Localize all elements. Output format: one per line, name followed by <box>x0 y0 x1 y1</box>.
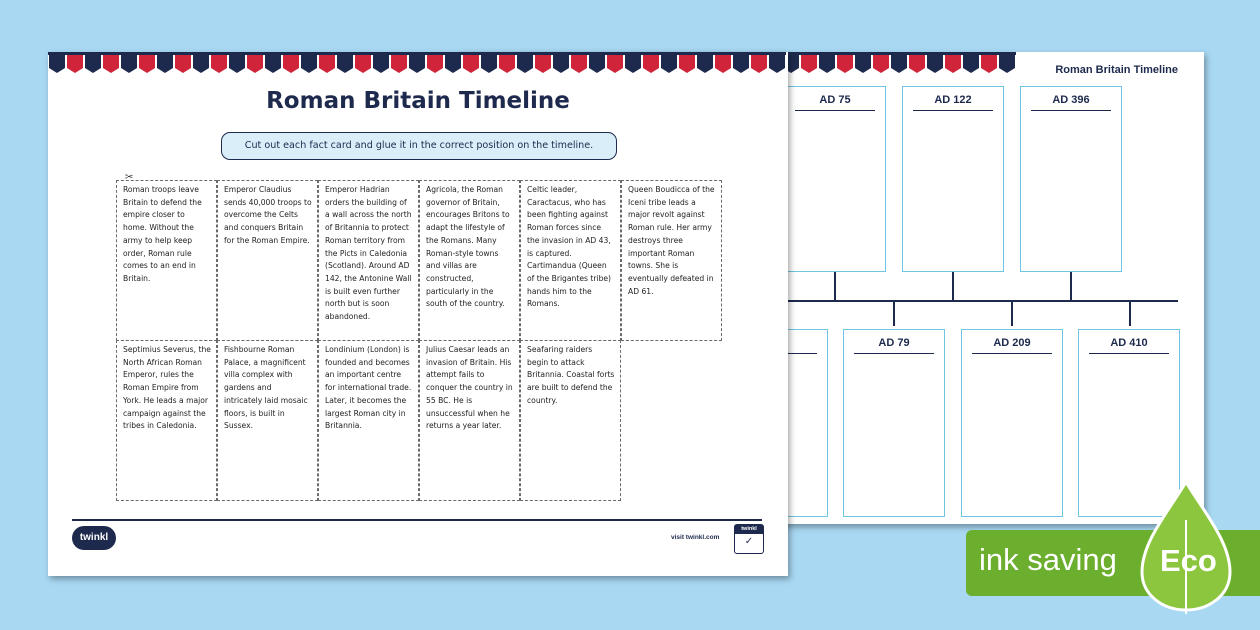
bunting-flag <box>570 52 588 74</box>
bunting-flag <box>390 52 408 74</box>
badge-label: twinkl <box>735 525 763 534</box>
bunting-flag <box>48 52 66 74</box>
bunting-flag <box>156 52 174 74</box>
fact-card[interactable]: Fishbourne Roman Palace, a magnificent villa complex with gardens and intricately laid mosaic floors, is built in Sussex. <box>217 340 318 501</box>
fact-card[interactable]: Julius Caesar leads an invasion of Britain. His attempt fails to conquer the country in 55 BC. He is unsuccessful when he returns a year later. <box>419 340 520 501</box>
timeline-tick <box>1129 300 1131 326</box>
bunting-flag <box>944 52 962 74</box>
fact-card[interactable]: Roman troops leave Britain to defend the empire closer to home. Without the army to help keep order, Roman rule comes to an end in Britain. <box>116 180 217 341</box>
bunting-flag <box>696 52 714 74</box>
page-title: Roman Britain Timeline <box>266 88 570 114</box>
fact-card[interactable]: Seafaring raiders begin to attack Britannia. Coastal forts are built to defend the country. <box>520 340 621 501</box>
bunting-flag <box>498 52 516 74</box>
fact-card[interactable]: Queen Boudicca of the Iceni tribe leads a major revolt against Roman rule. Her army destroys three important Roman towns. She is eventually defeated in AD 61. <box>621 180 722 341</box>
timeline-tick <box>1070 272 1072 300</box>
bunting-flag <box>998 52 1016 74</box>
bunting-flag <box>534 52 552 74</box>
bunting-flag <box>642 52 660 74</box>
bunting-flag <box>318 52 336 74</box>
quality-badge-icon <box>734 524 764 554</box>
bunting-flag <box>264 52 282 74</box>
bunting-flag <box>228 52 246 74</box>
instruction-banner: Cut out each fact card and glue it in the correct position on the timeline. <box>221 132 617 160</box>
eco-label: Eco <box>1160 543 1217 578</box>
footer-divider <box>72 519 762 521</box>
bunting-flag <box>660 52 678 74</box>
timeline-sheet-title: Roman Britain Timeline <box>1055 64 1178 76</box>
timeline-date: AD 75 <box>795 94 875 111</box>
ink-saving-label: ink saving <box>979 542 1117 577</box>
bunting-flag <box>336 52 354 74</box>
bunting-flag <box>282 52 300 74</box>
fact-card[interactable]: Agricola, the Roman governor of Britain, encourages Britons to adapt the lifestyle of the Romans. Many Roman-style towns and villas are constructed, particularly in the south of the country. <box>419 180 520 341</box>
timeline-tick <box>1011 300 1013 326</box>
bunting-flag <box>210 52 228 74</box>
fact-card-grid <box>116 180 722 501</box>
fact-card[interactable]: Emperor Claudius sends 40,000 troops to overcome the Celts and conquers Britain for the Roman Empire. <box>217 180 318 341</box>
bunting-flag <box>908 52 926 74</box>
bunting-flag <box>800 52 818 74</box>
bunting-flag <box>854 52 872 74</box>
twinkl-logo: twinkl <box>72 526 116 550</box>
bunting-flag <box>444 52 462 74</box>
bunting-flag <box>408 52 426 74</box>
timeline-card-bottom-2 <box>843 329 945 517</box>
checkmark-icon: ✓ <box>744 536 754 547</box>
timeline-date: AD 122 <box>913 94 993 111</box>
bunting-flag <box>354 52 372 74</box>
bunting-flag <box>426 52 444 74</box>
bunting-flag <box>818 52 836 74</box>
fact-cards-sheet <box>48 52 788 576</box>
bunting-flag <box>174 52 192 74</box>
bunting-flag <box>606 52 624 74</box>
bunting-flag <box>138 52 156 74</box>
bunting-flag <box>890 52 908 74</box>
timeline-tick <box>952 272 954 300</box>
bunting-flag <box>102 52 120 74</box>
fact-card[interactable]: Celtic leader, Caractacus, who has been fighting against Roman forces since the invasion in AD 43, is captured. Cartimandua (Queen of the Brigantes tribe) hands him to the Romans. <box>520 180 621 341</box>
bunting-flag <box>246 52 264 74</box>
bunting-flag <box>714 52 732 74</box>
bunting-flag <box>300 52 318 74</box>
bunting-flag <box>624 52 642 74</box>
bunting-flag <box>372 52 390 74</box>
timeline-tick <box>834 272 836 300</box>
bunting-flag <box>552 52 570 74</box>
timeline-card-bottom-3 <box>961 329 1063 517</box>
fact-card[interactable]: Londinium (London) is founded and becomes an important centre for international trade. Later, it becomes the largest Roman city in Britannia. <box>318 340 419 501</box>
bunting-flag <box>480 52 498 74</box>
bunting-flag <box>768 52 786 74</box>
timeline-date: AD 396 <box>1031 94 1111 111</box>
timeline-axis <box>788 300 1178 302</box>
bunting-flag <box>872 52 890 74</box>
bunting-flag <box>980 52 998 74</box>
visit-link[interactable]: visit twinkl.com <box>671 534 720 541</box>
bunting-flag <box>66 52 84 74</box>
timeline-tick <box>893 300 895 326</box>
bunting-flag <box>732 52 750 74</box>
bunting-decoration <box>48 52 788 74</box>
bunting-flag <box>836 52 854 74</box>
fact-card[interactable]: Emperor Hadrian orders the building of a wall across the north of Britannia to protect Roman territory from the Picts in Caledonia (Scotland). Around AD 142, the Antonine Wall is built even further north but is soon abandoned. <box>318 180 419 341</box>
bunting-flag <box>926 52 944 74</box>
timeline-date: AD 209 <box>972 337 1052 354</box>
timeline-card-top-2 <box>902 86 1004 272</box>
bunting-flag <box>84 52 102 74</box>
timeline-date: AD 410 <box>1089 337 1169 354</box>
bunting-flag <box>678 52 696 74</box>
bunting-flag <box>588 52 606 74</box>
bunting-flag <box>750 52 768 74</box>
timeline-card-top-1 <box>784 86 886 272</box>
timeline-card-top-3 <box>1020 86 1122 272</box>
bunting-flag <box>962 52 980 74</box>
fact-card[interactable]: Septimius Severus, the North African Roman Emperor, rules the Roman Empire from York. He leads a major campaign against the tribes in Caledonia. <box>116 340 217 501</box>
bunting-flag <box>462 52 480 74</box>
timeline-date: AD 79 <box>854 337 934 354</box>
bunting-flag <box>516 52 534 74</box>
scissors-icon: ✂ <box>125 172 134 183</box>
bunting-flag <box>120 52 138 74</box>
bunting-flag <box>192 52 210 74</box>
